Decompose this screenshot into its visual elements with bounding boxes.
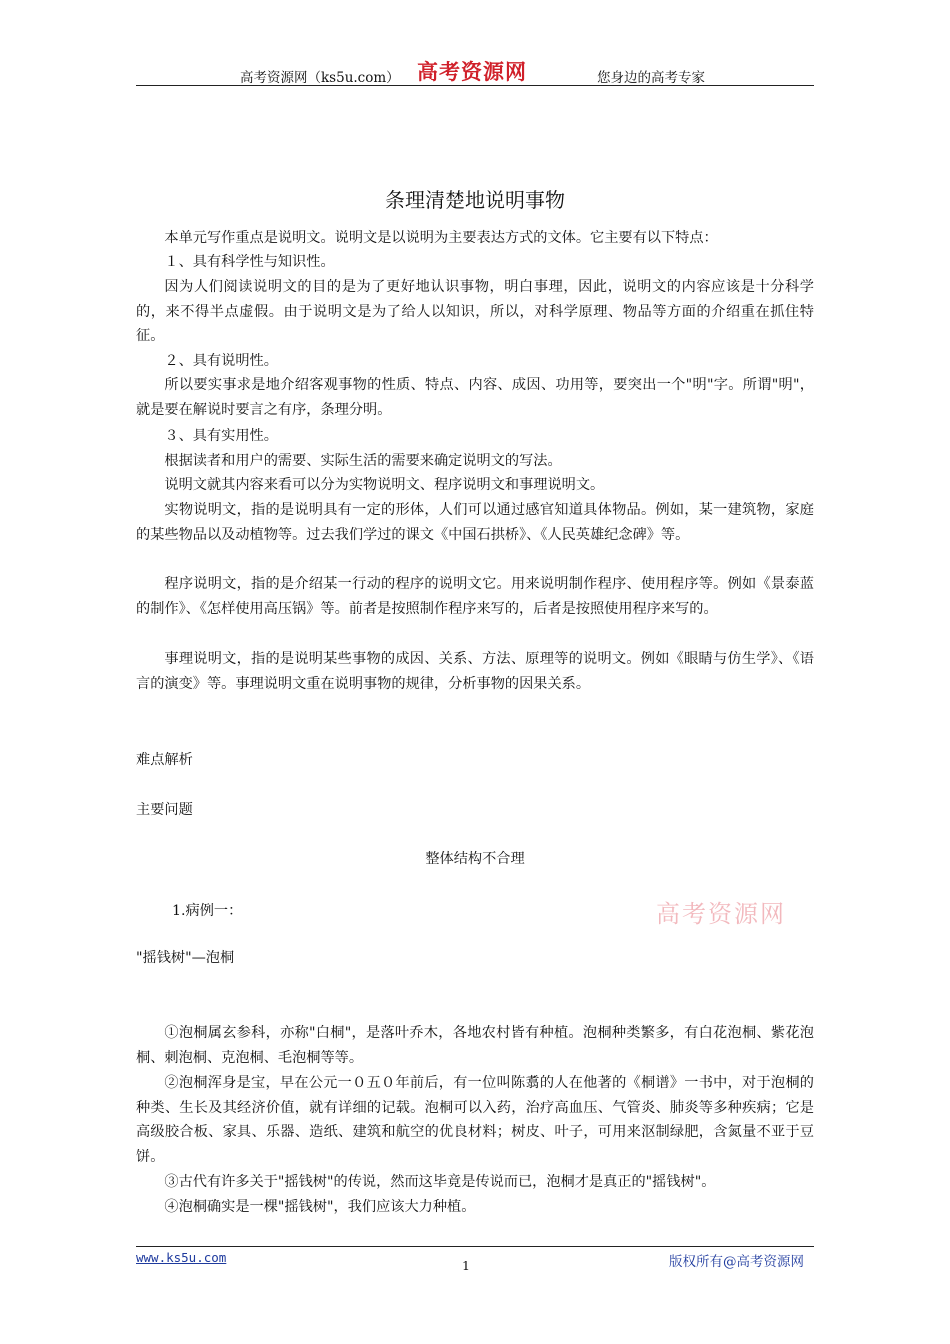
paragraph-object-explanation: 实物说明文，指的是说明具有一定的形体，人们可以通过感官知道具体物品。例如，某一建筑物，家庭的某些物品以及动植物等。过去我们学过的课文《中国石拱桥》、《人民英雄纪念碑》等。 — [136, 502, 814, 543]
section-difficulty-heading: 难点解析 — [136, 752, 193, 768]
case-title: "摇钱树"—泡桐 — [136, 950, 235, 966]
header-logo: 高考资源网 — [417, 60, 527, 84]
case-label: 1.病例一： — [172, 903, 243, 919]
watermark-logo: 高考资源网 — [656, 900, 786, 928]
footer-rule — [136, 1246, 814, 1247]
paragraph-feature-3-detail: 根据读者和用户的需要、实际生活的需要来确定说明文的写法。 — [164, 453, 562, 469]
paragraph-procedure-explanation: 程序说明文，指的是介绍某一行动的程序的说明文它。用来说明制作程序、使用程序等。例如《景泰蓝的制作》、《怎样使用高压锅》等。前者是按照制作程序来写的，后者是按照使用程序来写的。 — [136, 576, 814, 617]
case-paragraph-2: ②泡桐浑身是宝，早在公元一０五０年前后，有一位叫陈翥的人在他著的《桐谱》一书中，对于泡桐的种类、生长及其经济价值，就有详细的记载。泡桐可以入药，治疗高血压、气管炎、肺炎等多种疾病；它是高级胶合板、家具、乐器、造纸、建筑和航空的优良材料；树皮、叶子，可用来沤制绿肥，含氮量不亚于豆饼。 — [136, 1075, 814, 1165]
footer-website-link[interactable]: www.ks5u.com — [136, 1250, 227, 1265]
section-main-problem-heading: 主要问题 — [136, 802, 193, 818]
paragraph-feature-2-detail: 所以要实事求是地介绍客观事物的性质、特点、内容、成因、功用等，要突出一个"明"字。所谓"明"，就是要在解说时要言之有序，条理分明。 — [136, 377, 814, 418]
header-site-name: 高考资源网（ks5u.com） — [240, 70, 400, 86]
page-title: 条理清楚地说明事物 — [385, 188, 565, 212]
case-paragraph-3: ③古代有许多关于"摇钱树"的传说，然而这毕竟是传说而已，泡桐才是真正的"摇钱树"。 — [164, 1174, 716, 1190]
section-structure-heading: 整体结构不合理 — [425, 851, 525, 867]
page-number: 1 — [462, 1258, 470, 1273]
case-paragraph-4: ④泡桐确实是一棵"摇钱树"，我们应该大力种植。 — [164, 1199, 476, 1215]
paragraph-reasoning-explanation: 事理说明文，指的是说明某些事物的成因、关系、方法、原理等的说明文。例如《眼睛与仿生学》、《语言的演变》等。事理说明文重在说明事物的规律，分析事物的因果关系。 — [136, 651, 814, 692]
header-rule — [136, 85, 814, 86]
paragraph-feature-1: １、具有科学性与知识性。 — [164, 254, 335, 270]
paragraph-feature-1-detail: 因为人们阅读说明文的目的是为了更好地认识事物，明白事理，因此，说明文的内容应该是十分科学的，来不得半点虚假。由于说明文是为了给人以知识，所以，对科学原理、物品等方面的介绍重在抓住特征。 — [136, 279, 814, 344]
header-slogan: 您身边的高考专家 — [597, 70, 705, 86]
paragraph-intro: 本单元写作重点是说明文。说明文是以说明为主要表达方式的文体。它主要有以下特点： — [164, 230, 718, 246]
paragraph-categories: 说明文就其内容来看可以分为实物说明文、程序说明文和事理说明文。 — [164, 477, 605, 493]
paragraph-feature-3: ３、具有实用性。 — [164, 428, 278, 444]
footer-copyright: 版权所有@高考资源网 — [669, 1254, 804, 1270]
case-paragraph-1: ①泡桐属玄参科，亦称"白桐"，是落叶乔木，各地农村皆有种植。泡桐种类繁多，有白花泡桐、紫花泡桐、刺泡桐、克泡桐、毛泡桐等等。 — [136, 1025, 814, 1066]
paragraph-feature-2: ２、具有说明性。 — [164, 353, 278, 369]
